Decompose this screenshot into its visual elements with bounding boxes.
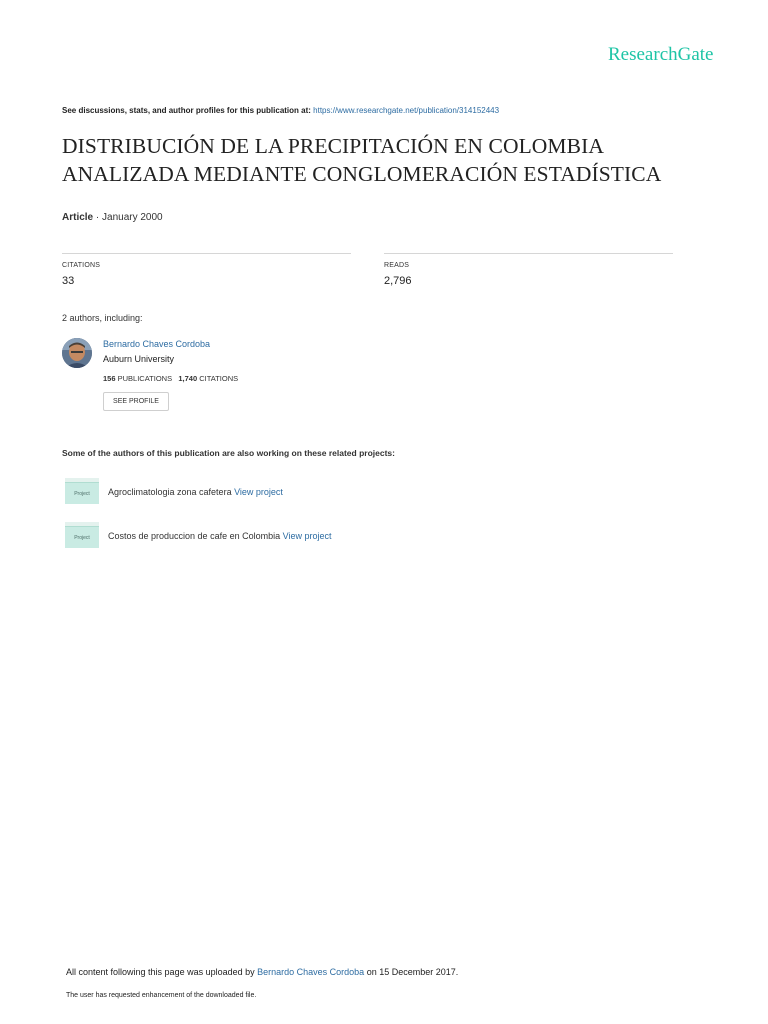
uploader-link[interactable]: Bernardo Chaves Cordoba: [257, 967, 365, 977]
project-folder-icon: [65, 522, 99, 548]
project-icon-label: Project: [65, 482, 99, 504]
publication-date: · January 2000: [93, 212, 163, 223]
project-name: Agroclimatologia zona cafetera: [108, 487, 235, 497]
project-item: [108, 487, 283, 497]
discussion-line: [62, 106, 499, 115]
author-citations-count: 1,740: [178, 374, 198, 383]
authors-heading: 2 authors, including:: [62, 313, 143, 323]
publication-type: Article: [62, 212, 94, 223]
citations-divider: [62, 253, 351, 254]
project-folder-icon: [65, 478, 99, 504]
related-projects-heading: Some of the authors of this publication are also working on these related projects:: [62, 448, 395, 458]
author-publications-count: 156: [103, 374, 116, 383]
project-icon-label: Project: [65, 526, 99, 548]
author-avatar[interactable]: [62, 338, 92, 368]
publication-title: DISTRIBUCIÓN DE LA PRECIPITACIÓN EN COLOMBIA ANALIZADA MEDIANTE CONGLOMERACIÓN ESTADÍSTICA: [62, 134, 662, 186]
researchgate-logo[interactable]: ResearchGate: [608, 44, 714, 65]
author-publications-label: PUBLICATIONS: [117, 374, 173, 383]
upload-prefix: All content following this page was uploaded by: [66, 967, 258, 977]
view-project-link[interactable]: View project: [282, 531, 332, 541]
author-stats: [103, 374, 238, 383]
citations-value: 33: [62, 275, 75, 287]
citations-label: CITATIONS: [62, 262, 101, 269]
reads-value: 2,796: [384, 275, 412, 287]
author-photo-icon: [62, 338, 92, 368]
author-citations-label: CITATIONS: [199, 374, 239, 383]
author-name-link[interactable]: Bernardo Chaves Cordoba: [103, 339, 211, 349]
publication-meta: [62, 212, 163, 223]
publication-url-link[interactable]: https://www.researchgate.net/publication/314152443: [313, 106, 500, 115]
upload-note: [66, 967, 458, 977]
upload-suffix: on 15 December 2017.: [364, 967, 459, 977]
see-profile-button[interactable]: SEE PROFILE: [103, 392, 169, 411]
reads-label: READS: [384, 262, 410, 269]
reads-divider: [384, 253, 673, 254]
view-project-link[interactable]: View project: [234, 487, 283, 497]
project-name: Costos de produccion de cafe en Colombia: [108, 531, 283, 541]
discussion-text: See discussions, stats, and author profiles for this publication at:: [62, 106, 314, 115]
enhancement-note: The user has requested enhancement of the downloaded file.: [66, 992, 257, 999]
project-item: [108, 531, 331, 541]
author-institution: Auburn University: [103, 354, 175, 364]
